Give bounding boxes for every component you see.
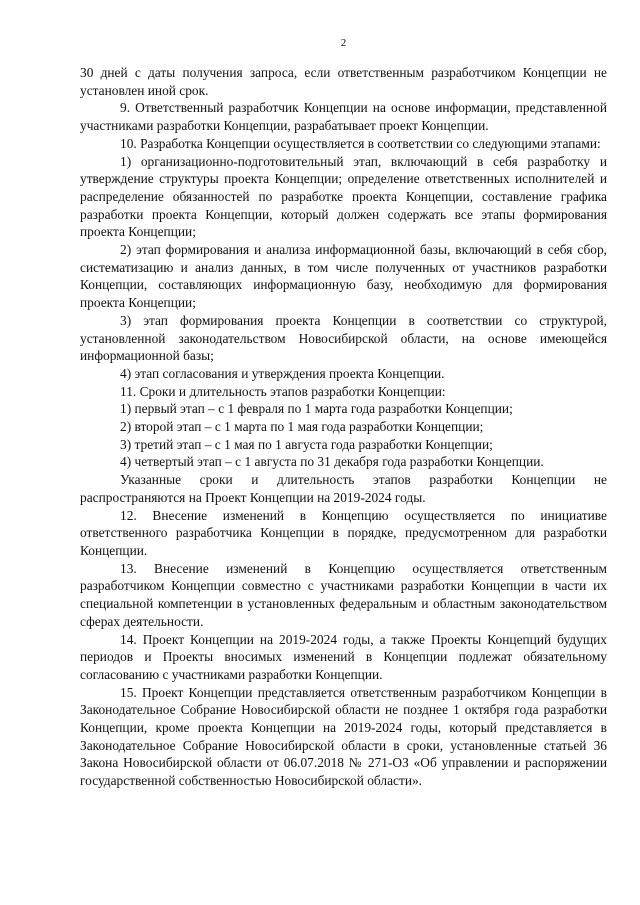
paragraph-continuation: 30 дней с даты получения запроса, если ответственным разработчиком Концепции не установлен иной срок. bbox=[80, 65, 607, 98]
stage-2-dates: 2) второй этап – с 1 марта по 1 мая года разработки Концепции; bbox=[120, 419, 484, 435]
stage-4-dates: 4) четвертый этап – с 1 августа по 31 декабря года разработки Концепции. bbox=[120, 454, 544, 470]
stage-4-description: 4) этап согласования и утверждения проекта Концепции. bbox=[120, 365, 445, 381]
paragraph-item-11: 11. Сроки и длительность этапов разработки Концепции: bbox=[120, 383, 446, 399]
stage-1-dates: 1) первый этап – с 1 февраля по 1 марта года разработки Концепции; bbox=[120, 401, 513, 417]
stage-2-description: 2) этап формирования и анализа информационной базы, включающий в себя сбор, систематизацию и анализ данных, в том числе полученных от участников разработки Концепции, составляющих информационную базу, необходимую для формирования проекта Концепции; bbox=[80, 242, 607, 311]
stage-3-dates: 3) третий этап – с 1 мая по 1 августа года разработки Концепции; bbox=[120, 436, 493, 452]
paragraph-item-10: 10. Разработка Концепции осуществляется в соответствии со следующими этапами: bbox=[120, 135, 601, 151]
paragraph-item-14: 14. Проект Концепции на 2019-2024 годы, а также Проекты Концепций будущих периодов и Проекты вносимых изменений в Концепции подлежат обязательному согласованию с участниками разработки Концепции. bbox=[80, 631, 607, 682]
paragraph-item-13: 13. Внесение изменений в Концепцию осуществляется ответственным разработчиком Концепции совместно с участниками разработки Концепции в части их специальной компетенции в установленных федеральным и областным законодательством сферах деятельности. bbox=[80, 560, 607, 629]
paragraph-item-12: 12. Внесение изменений в Концепцию осуществляется по инициативе ответственного разработчика Концепции в порядке, предусмотренном для разработки Концепции. bbox=[80, 507, 607, 558]
paragraph-item-9: 9. Ответственный разработчик Концепции на основе информации, представленной участниками разработки Концепции, разрабатывает проект Концепции. bbox=[80, 100, 607, 134]
dates-exception-note: Указанные сроки и длительность этапов разработки Концепции не распространяются на Проект Концепции на 2019-2024 годы. bbox=[80, 472, 607, 505]
stage-1-description: 1) организационно-подготовительный этап, включающий в себя разработку и утверждение структуры проекта Концепции; определение ответственных исполнителей и распределение обязанностей по разработке проекта Концепции, составление графика разработки проекта Концепции, который должен содержать все этапы формирования проекта Концепции; bbox=[80, 153, 607, 240]
stage-3-description: 3) этап формирования проекта Концепции в соответствии со структурой, установленной законодательством Новосибирской области, на основе имеющейся информационной базы; bbox=[80, 312, 607, 364]
paragraph-item-15: 15. Проект Концепции представляется ответственным разработчиком Концепции в Законодательное Собрание Новосибирской области не позднее 1 октября года разработки Концепции, кроме проекта Концепции на 2019-2024 годы, который представляется в Законодательное Собрание Новосибирской области в сроки, установленные статьей 36 Закона Новосибирской области от 06.07.2018 № 271-ОЗ «Об управлении и распоряжении государственной собственностью Новосибирской области». bbox=[80, 684, 607, 789]
page-number: 2 bbox=[340, 37, 347, 49]
